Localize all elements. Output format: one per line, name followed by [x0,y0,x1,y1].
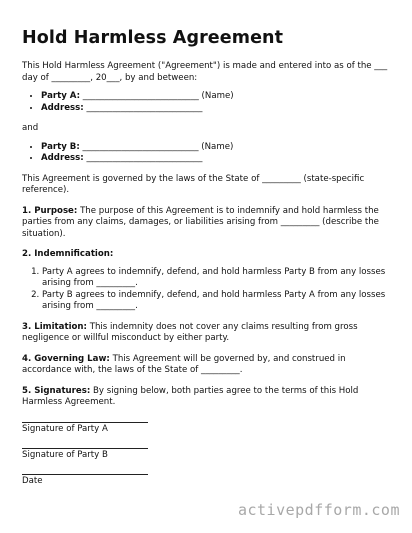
party-a-address-label: Address: [41,102,84,113]
governed-paragraph: This Agreement is governed by the laws of the State of _________ (state-specific reference). [22,173,365,195]
party-a-name-field: ___________________________ (Name) [82,91,234,101]
intro-paragraph: This Hold Harmless Agreement ("Agreement") is made and entered into as of the ___ day of _________, 20___, by and between: [22,61,388,83]
party-b-label: Party B: [41,141,80,152]
limitation-label: 3. Limitation: [22,321,87,332]
signature-label: Signature of Party A [22,423,108,434]
indemnification-item: 2. Party B agrees to indemnify, defend, and hold harmless Party A from any losses arising from _________. [42,290,394,313]
agreement-document [22,28,394,487]
purpose-text: The purpose of this Agreement is to indemnify and hold harmless the parties from any claims, damages, or liabilities arising from _________ (describe the situation). [22,205,379,239]
signatures-text: By signing below, both parties agree to the terms of this Hold Harmless Agreement. [22,385,359,407]
party-a-name-item [41,91,394,103]
party-a-address-item [41,103,394,115]
limitation-paragraph [22,322,394,345]
party-a-address-field: ___________________________ [86,102,203,113]
party-b-address-item [41,153,394,165]
party-a-label: Party A: [41,91,81,101]
governing-law-text: This Agreement will be governed by, and construed in accordance with, the laws of the State of _________. [22,353,346,375]
party-b-list [22,142,394,165]
indemnification-list [22,267,394,313]
purpose-paragraph [22,206,394,241]
indemnification-heading [22,249,394,261]
indemnification-item: 1. Party A agrees to indemnify, defend, and hold harmless Party B from any losses arising from _________. [42,267,394,290]
signature-line [22,448,148,449]
and-text: and [22,123,39,133]
date-line [22,474,148,475]
party-b-name-field: ___________________________ (Name) [82,141,234,152]
signature-block-party-b [22,448,394,461]
limitation-text: This indemnity does not cover any claims resulting from gross negligence or willful misconduct by either party. [22,321,358,343]
governing-law-paragraph [22,354,394,377]
party-b-address-field: ___________________________ [86,153,203,163]
date-block [22,474,394,487]
party-a-list [22,91,394,114]
signatures-label: 5. Signatures: [22,385,91,396]
signature-line [22,422,148,423]
party-b-address-label: Address: [41,153,84,163]
indemnification-label: 2. Indemnification: [22,249,114,259]
date-label: Date [22,475,43,486]
governing-law-label: 4. Governing Law: [22,353,110,364]
document-title: Hold Harmless Agreement [22,28,284,48]
signature-block-party-a [22,422,394,435]
signature-label: Signature of Party B [22,449,108,460]
party-b-name-item [41,142,394,154]
purpose-label: 1. Purpose: [22,205,78,216]
signatures-paragraph [22,386,394,409]
watermark-text: activepdfform.com [237,501,400,519]
